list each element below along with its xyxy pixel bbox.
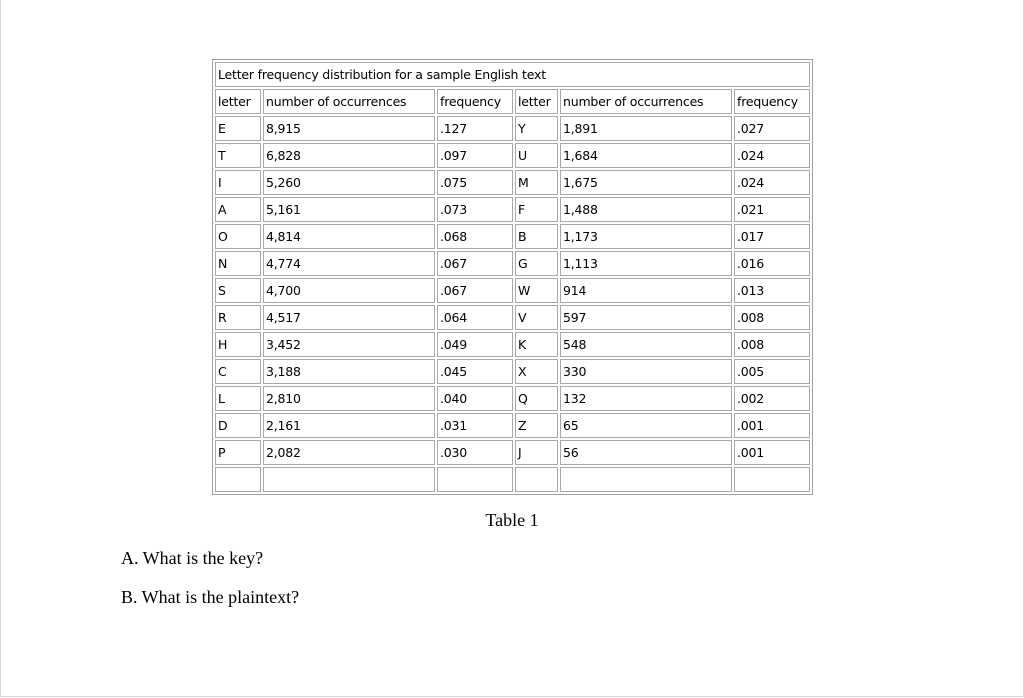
cell-letter: L bbox=[215, 386, 261, 411]
cell-frequency: .031 bbox=[437, 413, 513, 438]
cell-frequency: .068 bbox=[437, 224, 513, 249]
cell-frequency: .064 bbox=[437, 305, 513, 330]
cell-letter: Z bbox=[515, 413, 558, 438]
cell-frequency: .001 bbox=[734, 413, 810, 438]
cell-letter: I bbox=[215, 170, 261, 195]
table-row bbox=[215, 197, 810, 222]
cell-frequency: .005 bbox=[734, 359, 810, 384]
cell-occurrences: 1,173 bbox=[560, 224, 732, 249]
cell-letter: F bbox=[515, 197, 558, 222]
cell-occurrences: 1,113 bbox=[560, 251, 732, 276]
cell-frequency: .008 bbox=[734, 305, 810, 330]
cell-letter: T bbox=[215, 143, 261, 168]
letter-frequency-table bbox=[212, 59, 813, 495]
cell-occurrences: 1,675 bbox=[560, 170, 732, 195]
cell-letter: Q bbox=[515, 386, 558, 411]
table-row bbox=[215, 467, 810, 492]
cell-occurrences: 4,814 bbox=[263, 224, 435, 249]
cell-occurrences: 4,517 bbox=[263, 305, 435, 330]
table-row bbox=[215, 413, 810, 438]
cell-occurrences: 2,810 bbox=[263, 386, 435, 411]
cell-frequency: .013 bbox=[734, 278, 810, 303]
cell-letter bbox=[215, 467, 261, 492]
cell-frequency: .001 bbox=[734, 440, 810, 465]
header-occurrences: number of occurrences bbox=[560, 89, 732, 114]
cell-occurrences bbox=[263, 467, 435, 492]
cell-occurrences: 5,260 bbox=[263, 170, 435, 195]
cell-letter: O bbox=[215, 224, 261, 249]
table-row bbox=[215, 440, 810, 465]
cell-frequency: .002 bbox=[734, 386, 810, 411]
cell-occurrences: 2,161 bbox=[263, 413, 435, 438]
cell-letter: R bbox=[215, 305, 261, 330]
cell-letter: A bbox=[215, 197, 261, 222]
cell-frequency: .075 bbox=[437, 170, 513, 195]
cell-frequency: .030 bbox=[437, 440, 513, 465]
cell-occurrences: 6,828 bbox=[263, 143, 435, 168]
table-caption-row bbox=[215, 62, 810, 87]
table-row bbox=[215, 332, 810, 357]
cell-occurrences bbox=[560, 467, 732, 492]
cell-frequency: .017 bbox=[734, 224, 810, 249]
table-row bbox=[215, 224, 810, 249]
cell-frequency: .049 bbox=[437, 332, 513, 357]
cell-frequency: .067 bbox=[437, 278, 513, 303]
cell-occurrences: 597 bbox=[560, 305, 732, 330]
cell-frequency bbox=[734, 467, 810, 492]
cell-letter: V bbox=[515, 305, 558, 330]
cell-frequency: .016 bbox=[734, 251, 810, 276]
table-row bbox=[215, 278, 810, 303]
cell-frequency bbox=[437, 467, 513, 492]
cell-letter: B bbox=[515, 224, 558, 249]
cell-letter: D bbox=[215, 413, 261, 438]
header-frequency: frequency bbox=[437, 89, 513, 114]
cell-letter: P bbox=[215, 440, 261, 465]
cell-occurrences: 132 bbox=[560, 386, 732, 411]
cell-occurrences: 3,188 bbox=[263, 359, 435, 384]
cell-frequency: .097 bbox=[437, 143, 513, 168]
table-row bbox=[215, 359, 810, 384]
cell-frequency: .067 bbox=[437, 251, 513, 276]
cell-frequency: .024 bbox=[734, 143, 810, 168]
cell-frequency: .127 bbox=[437, 116, 513, 141]
cell-occurrences: 1,488 bbox=[560, 197, 732, 222]
cell-occurrences: 330 bbox=[560, 359, 732, 384]
cell-letter: N bbox=[215, 251, 261, 276]
cell-letter: U bbox=[515, 143, 558, 168]
cell-occurrences: 4,700 bbox=[263, 278, 435, 303]
table-row bbox=[215, 305, 810, 330]
cell-occurrences: 65 bbox=[560, 413, 732, 438]
cell-occurrences: 2,082 bbox=[263, 440, 435, 465]
cell-frequency: .008 bbox=[734, 332, 810, 357]
cell-letter: K bbox=[515, 332, 558, 357]
header-letter: letter bbox=[515, 89, 558, 114]
cell-letter: M bbox=[515, 170, 558, 195]
table-caption: Letter frequency distribution for a sample English text bbox=[215, 62, 810, 87]
cell-frequency: .073 bbox=[437, 197, 513, 222]
table-row bbox=[215, 386, 810, 411]
cell-letter: Y bbox=[515, 116, 558, 141]
cell-frequency: .021 bbox=[734, 197, 810, 222]
cell-letter: J bbox=[515, 440, 558, 465]
cell-letter: X bbox=[515, 359, 558, 384]
header-letter: letter bbox=[215, 89, 261, 114]
cell-frequency: .045 bbox=[437, 359, 513, 384]
cell-occurrences: 1,891 bbox=[560, 116, 732, 141]
cell-occurrences: 8,915 bbox=[263, 116, 435, 141]
cell-occurrences: 4,774 bbox=[263, 251, 435, 276]
question-a: A. What is the key? bbox=[121, 548, 264, 568]
table-row bbox=[215, 170, 810, 195]
cell-occurrences: 3,452 bbox=[263, 332, 435, 357]
table-label: Table 1 bbox=[485, 510, 539, 530]
table-row bbox=[215, 143, 810, 168]
table-row bbox=[215, 116, 810, 141]
cell-letter: S bbox=[215, 278, 261, 303]
cell-occurrences: 548 bbox=[560, 332, 732, 357]
header-occurrences: number of occurrences bbox=[263, 89, 435, 114]
table-row bbox=[215, 251, 810, 276]
cell-occurrences: 1,684 bbox=[560, 143, 732, 168]
header-frequency: frequency bbox=[734, 89, 810, 114]
cell-letter: H bbox=[215, 332, 261, 357]
cell-letter: W bbox=[515, 278, 558, 303]
table-header-row bbox=[215, 89, 810, 114]
cell-letter: C bbox=[215, 359, 261, 384]
cell-letter bbox=[515, 467, 558, 492]
cell-letter: E bbox=[215, 116, 261, 141]
cell-frequency: .024 bbox=[734, 170, 810, 195]
cell-letter: G bbox=[515, 251, 558, 276]
cell-occurrences: 5,161 bbox=[263, 197, 435, 222]
cell-frequency: .027 bbox=[734, 116, 810, 141]
question-b: B. What is the plaintext? bbox=[121, 587, 300, 607]
cell-occurrences: 914 bbox=[560, 278, 732, 303]
cell-frequency: .040 bbox=[437, 386, 513, 411]
cell-occurrences: 56 bbox=[560, 440, 732, 465]
